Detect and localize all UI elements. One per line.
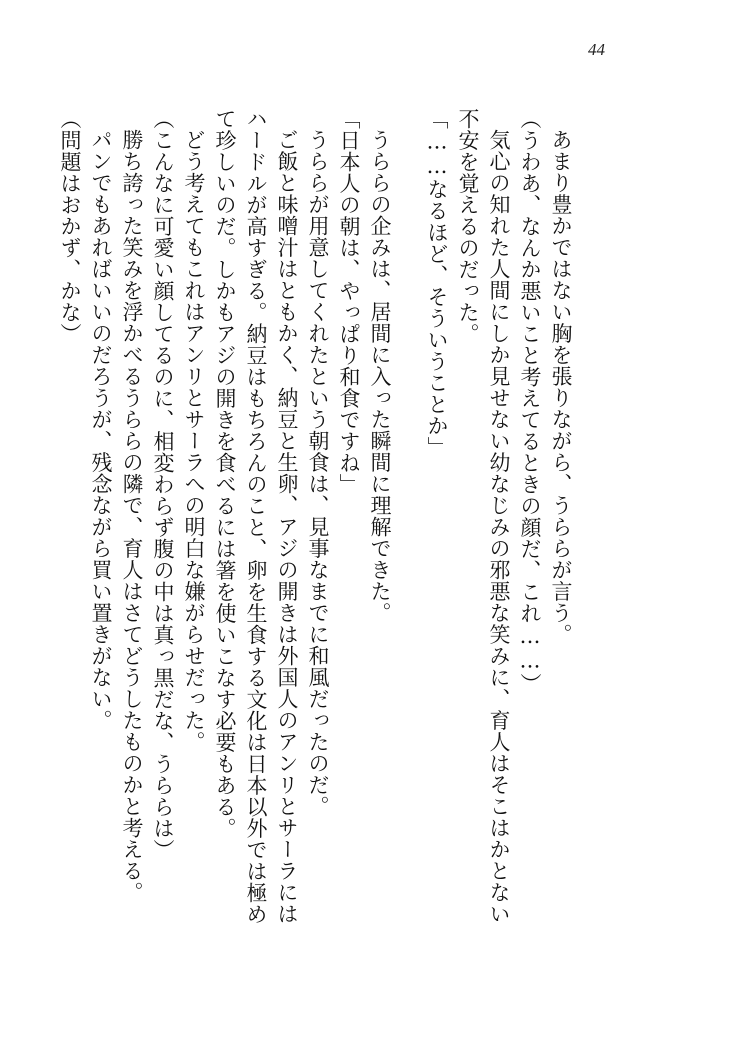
text-line: パンでもあればいいのだろうが、残念ながら買い置きがない。 bbox=[89, 129, 113, 731]
text-line: 不安を覚えるのだった。 bbox=[456, 108, 480, 345]
text-line: （うわあ、なんか悪いこと考えてるときの顔だ、これ……） bbox=[518, 108, 542, 695]
text-line: （問題はおかず、かな） bbox=[58, 108, 82, 345]
text-line: （こんなに可愛い顔してるのに、相変わらず腹の中は真っ黒だな、うららは） bbox=[151, 108, 175, 861]
text-line: どう考えてもこれはアンリとサーラへの明白な嫌がらせだった。 bbox=[182, 129, 206, 753]
text-line: うららが用意してくれたという朝食は、見事なまでに和風だったのだ。 bbox=[306, 129, 330, 817]
text-line: あまり豊かではない胸を張りながら、うららが言う。 bbox=[549, 129, 573, 645]
text-line: うららの企みは、居間に入った瞬間に理解できた。 bbox=[368, 129, 392, 624]
page-number: 44 bbox=[588, 40, 605, 59]
text-line: ご飯と味噌汁はともかく、納豆と生卵、アジの開きは外国人のアンリとサーラには bbox=[275, 129, 299, 925]
text-line: ハードルが高すぎる。納豆はもちろんのこと、卵を生食する文化は日本以外では極め bbox=[244, 108, 268, 925]
text-line: 「……なるほど、そういうことか」 bbox=[425, 108, 449, 458]
vertical-text-block bbox=[54, 108, 576, 988]
text-line: 気心の知れた人間にしか見せない幼なじみの邪悪な笑みに、育人はそこはかとない bbox=[487, 129, 511, 925]
text-line: 勝ち誇った笑みを浮かべるうららの隣で、育人はさてどうしたものかと考える。 bbox=[120, 129, 144, 903]
text-line: て珍しいのだ。しかもアジの開きを食べるには箸を使いこなす必要もある。 bbox=[213, 108, 237, 839]
text-line: 「日本人の朝は、やっぱり和食ですね」 bbox=[337, 108, 361, 495]
